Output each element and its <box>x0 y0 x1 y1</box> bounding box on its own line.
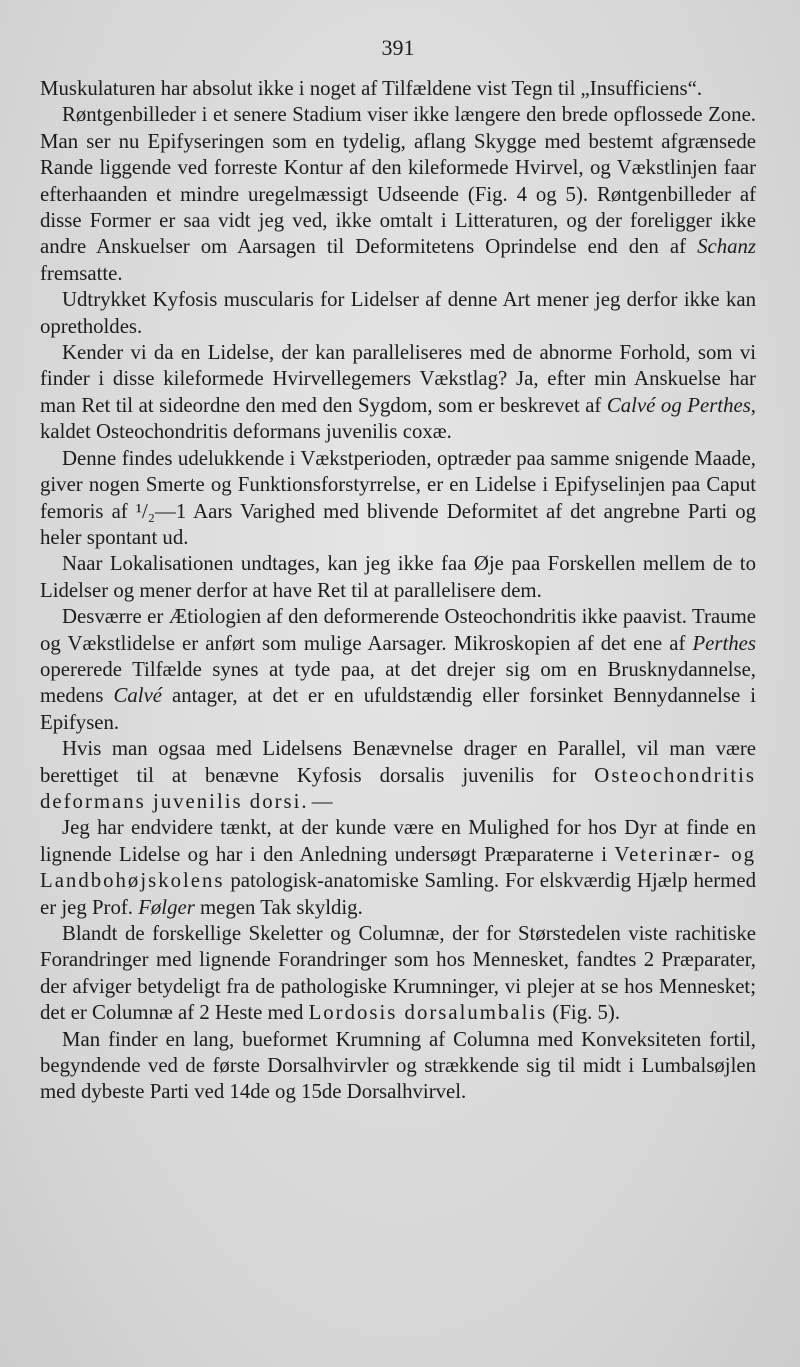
spaced-text: Veterinær- og Landbohøjskolens <box>40 842 756 893</box>
paragraph <box>40 815 756 921</box>
paragraph <box>40 736 756 815</box>
text-run: (Fig. 5). <box>547 1001 621 1025</box>
text-run: Jeg har endvidere tænkt, at der kunde være en Mulighed for hos Dyr at finde en lignende Lidelse og har i den Anledning undersøgt Præparaterne i <box>40 816 756 866</box>
text-run: antager, at det er en ufuldstændig eller forsinket Bennydannelse i Epifysen. <box>40 684 756 734</box>
text-run: Denne findes udelukkende i Vækstperioden, optræder paa samme snigende Maade, giver nogen Smerte og Funktionsforstyrrelse, er en Lidelse i Epifyselinjen paa Caput femoris af ¹/₂—1 Aars Varighed med blivende Deformitet af det angrebne Parti og heler spontant ud. <box>40 446 756 549</box>
page-number: 391 <box>381 35 415 60</box>
text-run: fremsatte. <box>40 261 123 285</box>
spaced-text: Osteochondritis deformans juvenilis dorsi <box>40 763 756 813</box>
text-run: . — <box>301 789 333 813</box>
text-run: Man finder en lang, bueformet Krumning af Columna med Konveksiteten fortil, begyndende ved de første Dorsalhvirvler og strækkende sig til midt i Lumbalsøjlen med dybeste Parti ved 14de og 15de Dorsalhvirvel. <box>40 1027 756 1104</box>
body-text <box>40 76 756 1106</box>
paragraph <box>40 287 756 340</box>
text-run: Naar Lokalisationen undtages, kan jeg ikke faa Øje paa Forskellen mellem de to Lidelser og mener derfor at have Ret til at parallelisere dem. <box>40 552 756 602</box>
text-run: opererede Tilfælde synes at tyde paa, at det drejer sig om en Brusknydannelse, medens <box>40 657 756 708</box>
italic-text: Schanz <box>697 235 756 259</box>
italic-text: Perthes <box>692 631 756 655</box>
paragraph <box>40 921 756 1027</box>
text-run: Røntgenbilleder i et senere Stadium viser ikke længere den brede opflossede Zone. Man ser nu Epifyseringen som en tydelig, aflang Skygge med bestemt afgrænsede Rande liggende ved forreste Kontur af den kileformede Hvirvel, og Vækstlinjen faar efterhaanden et mindre uregelmæssigt Udseende (Fig. 4 og 5). Røntgenbilleder af disse Former er saa vidt jeg ved, ikke omtalt i Litteraturen, og der foreligger ikke andre Anskuelser om Aarsagen til Deformitetens Oprindelse end den af <box>40 103 756 259</box>
paragraph <box>40 604 756 736</box>
text-run: Blandt de forskellige Skeletter og Columnæ, der for Størstedelen viste rachitiske Forandringer med lignende Forandringer som hos Mennesket, fandtes 2 Præparater, der afviger betydeligt fra de pathologiske Krumninger, vi plejer at se hos Mennesket; det er Columnæ af 2 Heste med <box>40 922 756 1025</box>
text-run: , kaldet Osteochondritis deformans juvenilis coxæ. <box>40 393 756 444</box>
text-run: Desværre er Ætiologien af den deformerende Osteochondritis ikke paavist. Traume og Vækstlidelse er anført som mulige Aarsager. Mikroskopien af det ene af <box>40 605 756 655</box>
text-run: Hvis man ogsaa med Lidelsens Benævnelse drager en Parallel, vil man være berettiget til at benævne Kyfosis dorsalis juvenilis for <box>40 737 756 787</box>
text-run: Kender vi da en Lidelse, der kan paralleliseres med de abnorme Forhold, som vi finder i disse kileformede Hvirvellegemers Vækstlag? Ja, efter min Anskuelse har man Ret til at sideordne den med den Sygdom, som er beskrevet af <box>40 341 756 417</box>
paragraph <box>40 76 756 102</box>
italic-text: Calvé <box>113 684 163 708</box>
paragraph <box>40 102 756 287</box>
spaced-text: Lordosis dorsalumbalis <box>308 1001 548 1025</box>
text-run: megen Tak skyldig. <box>194 895 363 919</box>
text-run: Muskulaturen har absolut ikke i noget af Tilfældene vist Tegn til „Insufficiens“. <box>40 77 703 100</box>
paragraph <box>40 1027 756 1106</box>
italic-text: Følger <box>138 895 195 919</box>
paragraph <box>40 340 756 446</box>
paragraph <box>40 551 756 604</box>
paragraph <box>40 446 756 552</box>
text-run: patologisk-anatomiske Samling. For elskværdig Hjælp hermed er jeg Prof. <box>40 869 756 919</box>
text-run: Udtrykket Kyfosis muscularis for Lidelser af denne Art mener jeg derfor ikke kan opretholdes. <box>40 288 756 338</box>
italic-text: Calvé og Perthes <box>606 393 751 417</box>
